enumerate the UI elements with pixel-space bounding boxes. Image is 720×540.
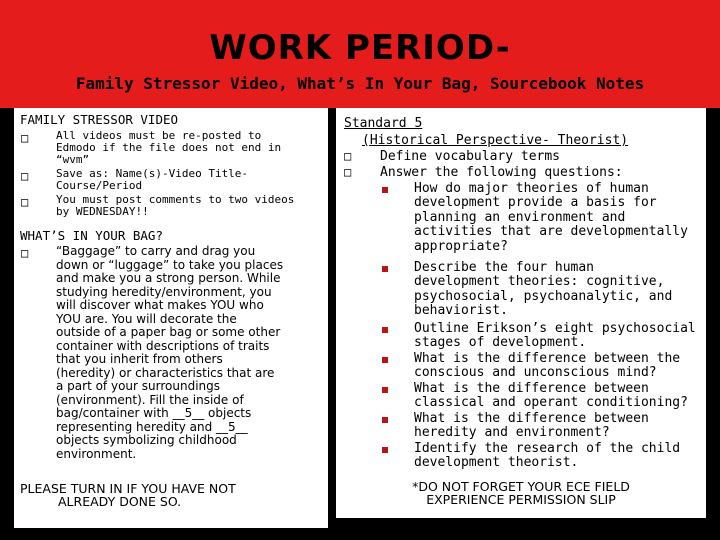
question-line: development theories: cognitive, <box>414 274 665 290</box>
question-line: heredity and environment? <box>414 425 610 441</box>
questions-list <box>336 182 706 472</box>
question-line: conscious and unconscious mind? <box>414 365 657 381</box>
hollow-square-icon: □ <box>21 195 29 209</box>
question-line: What is the difference between the <box>414 351 681 366</box>
item-line: Course/Period <box>56 179 143 192</box>
bag-line: a part of your surroundings <box>56 379 220 393</box>
question-line: psychosocial, psychoanalytic, and <box>414 288 673 304</box>
bag-line: objects symbolizing childhood <box>56 433 237 447</box>
question-line: What is the difference between <box>414 411 649 426</box>
footer-line: ALREADY DONE SO. <box>58 494 182 509</box>
footer-line: *DO NOT FORGET YOUR ECE FIELD <box>412 479 630 494</box>
filled-square-icon <box>382 387 388 393</box>
question-line: How do major theories of human <box>414 181 649 196</box>
question-line: Describe the four human <box>414 260 595 275</box>
question-line: behaviorist. <box>414 303 508 319</box>
bag-line: “Baggage” to carry and drag you <box>56 244 256 258</box>
bag-line: studying heredity/environment, you <box>56 284 272 299</box>
filled-square-icon <box>382 357 388 363</box>
bag-line: representing heredity and __5__ <box>56 419 248 434</box>
hollow-square-icon: □ <box>344 149 352 163</box>
stressor-list <box>14 130 328 220</box>
question-item <box>336 182 706 261</box>
bag-line: YOU are. You will decorate the <box>56 311 237 326</box>
left-panel <box>14 108 328 528</box>
hollow-square-icon: □ <box>21 131 29 145</box>
item-line: “wvm” <box>56 153 90 166</box>
bag-line: and make you a strong person. While <box>56 271 281 285</box>
question-item <box>336 261 706 322</box>
bag-description <box>56 245 283 461</box>
question-line: Identify the research of the child <box>414 441 681 456</box>
family-stressor-heading: FAMILY STRESSOR VIDEO <box>20 112 179 127</box>
left-footer-note <box>20 482 236 508</box>
item-line: Save as: Name(s)-Video Title- <box>56 167 249 180</box>
item-line: Edmodo if the file does not end in <box>56 141 282 154</box>
filled-square-icon <box>382 266 388 272</box>
right-footer-note <box>336 480 706 506</box>
bag-line: (heredity) or characteristics that are <box>56 365 275 380</box>
filled-square-icon <box>382 417 388 423</box>
question-item <box>336 352 706 382</box>
question-item <box>336 382 706 412</box>
question-line: Outline Erikson’s eight psychosocial <box>414 321 696 336</box>
bag-line: bag/container with __5__ objects <box>56 406 252 420</box>
right-panel <box>336 108 706 518</box>
hollow-square-icon: □ <box>21 246 29 260</box>
whats-in-your-bag-heading: WHAT’S IN YOUR BAG? <box>20 228 163 243</box>
question-line: development provide a basis for <box>414 195 657 211</box>
standard-heading: Standard 5 <box>344 116 423 131</box>
slide-subtitle: Family Stressor Video, What’s In Your Bag, Sourcebook Notes <box>75 74 645 93</box>
question-item <box>336 322 706 352</box>
item-line: All videos must be re-posted to <box>56 129 262 142</box>
bag-line: will discover what makes YOU who <box>56 298 264 312</box>
filled-square-icon <box>382 447 388 453</box>
bag-line: (environment). Fill the inside of <box>56 392 244 407</box>
question-line: planning an environment and <box>414 209 626 225</box>
item-line: by WEDNESDAY!! <box>56 205 149 218</box>
bag-line: that you inherit from others <box>56 352 223 366</box>
perspective-heading: (Historical Perspective- Theorist) <box>362 133 629 148</box>
bag-line: environment. <box>56 446 137 461</box>
list-item-answer: Answer the following questions: <box>380 165 623 180</box>
question-line: activities that are developmentally <box>414 224 688 240</box>
bag-line: container with descriptions of traits <box>56 338 270 353</box>
question-line: What is the difference between <box>414 381 649 396</box>
filled-square-icon <box>382 187 388 193</box>
list-item <box>14 130 328 168</box>
question-line: stages of development. <box>414 335 587 351</box>
question-line: development theorist. <box>414 455 579 471</box>
question-item <box>336 412 706 442</box>
hollow-square-icon: □ <box>344 165 352 179</box>
list-item <box>14 194 328 220</box>
footer-line: PLEASE TURN IN IF YOU HAVE NOT <box>20 481 236 496</box>
bag-line: outside of a paper bag or some other <box>56 325 281 339</box>
title-banner <box>0 0 720 108</box>
slide-title: WORK PERIOD- <box>209 28 511 68</box>
question-item <box>336 442 706 472</box>
question-line: appropriate? <box>414 238 508 254</box>
footer-line: EXPERIENCE PERMISSION SLIP <box>426 492 616 507</box>
question-line: classical and operant conditioning? <box>414 395 688 411</box>
filled-square-icon <box>382 327 388 333</box>
item-line: You must post comments to two videos <box>56 193 295 206</box>
list-item <box>14 168 328 194</box>
hollow-square-icon: □ <box>21 169 29 183</box>
bag-line: down or “luggage” to take you places <box>56 257 284 272</box>
list-item-vocab: Define vocabulary terms <box>380 149 561 164</box>
